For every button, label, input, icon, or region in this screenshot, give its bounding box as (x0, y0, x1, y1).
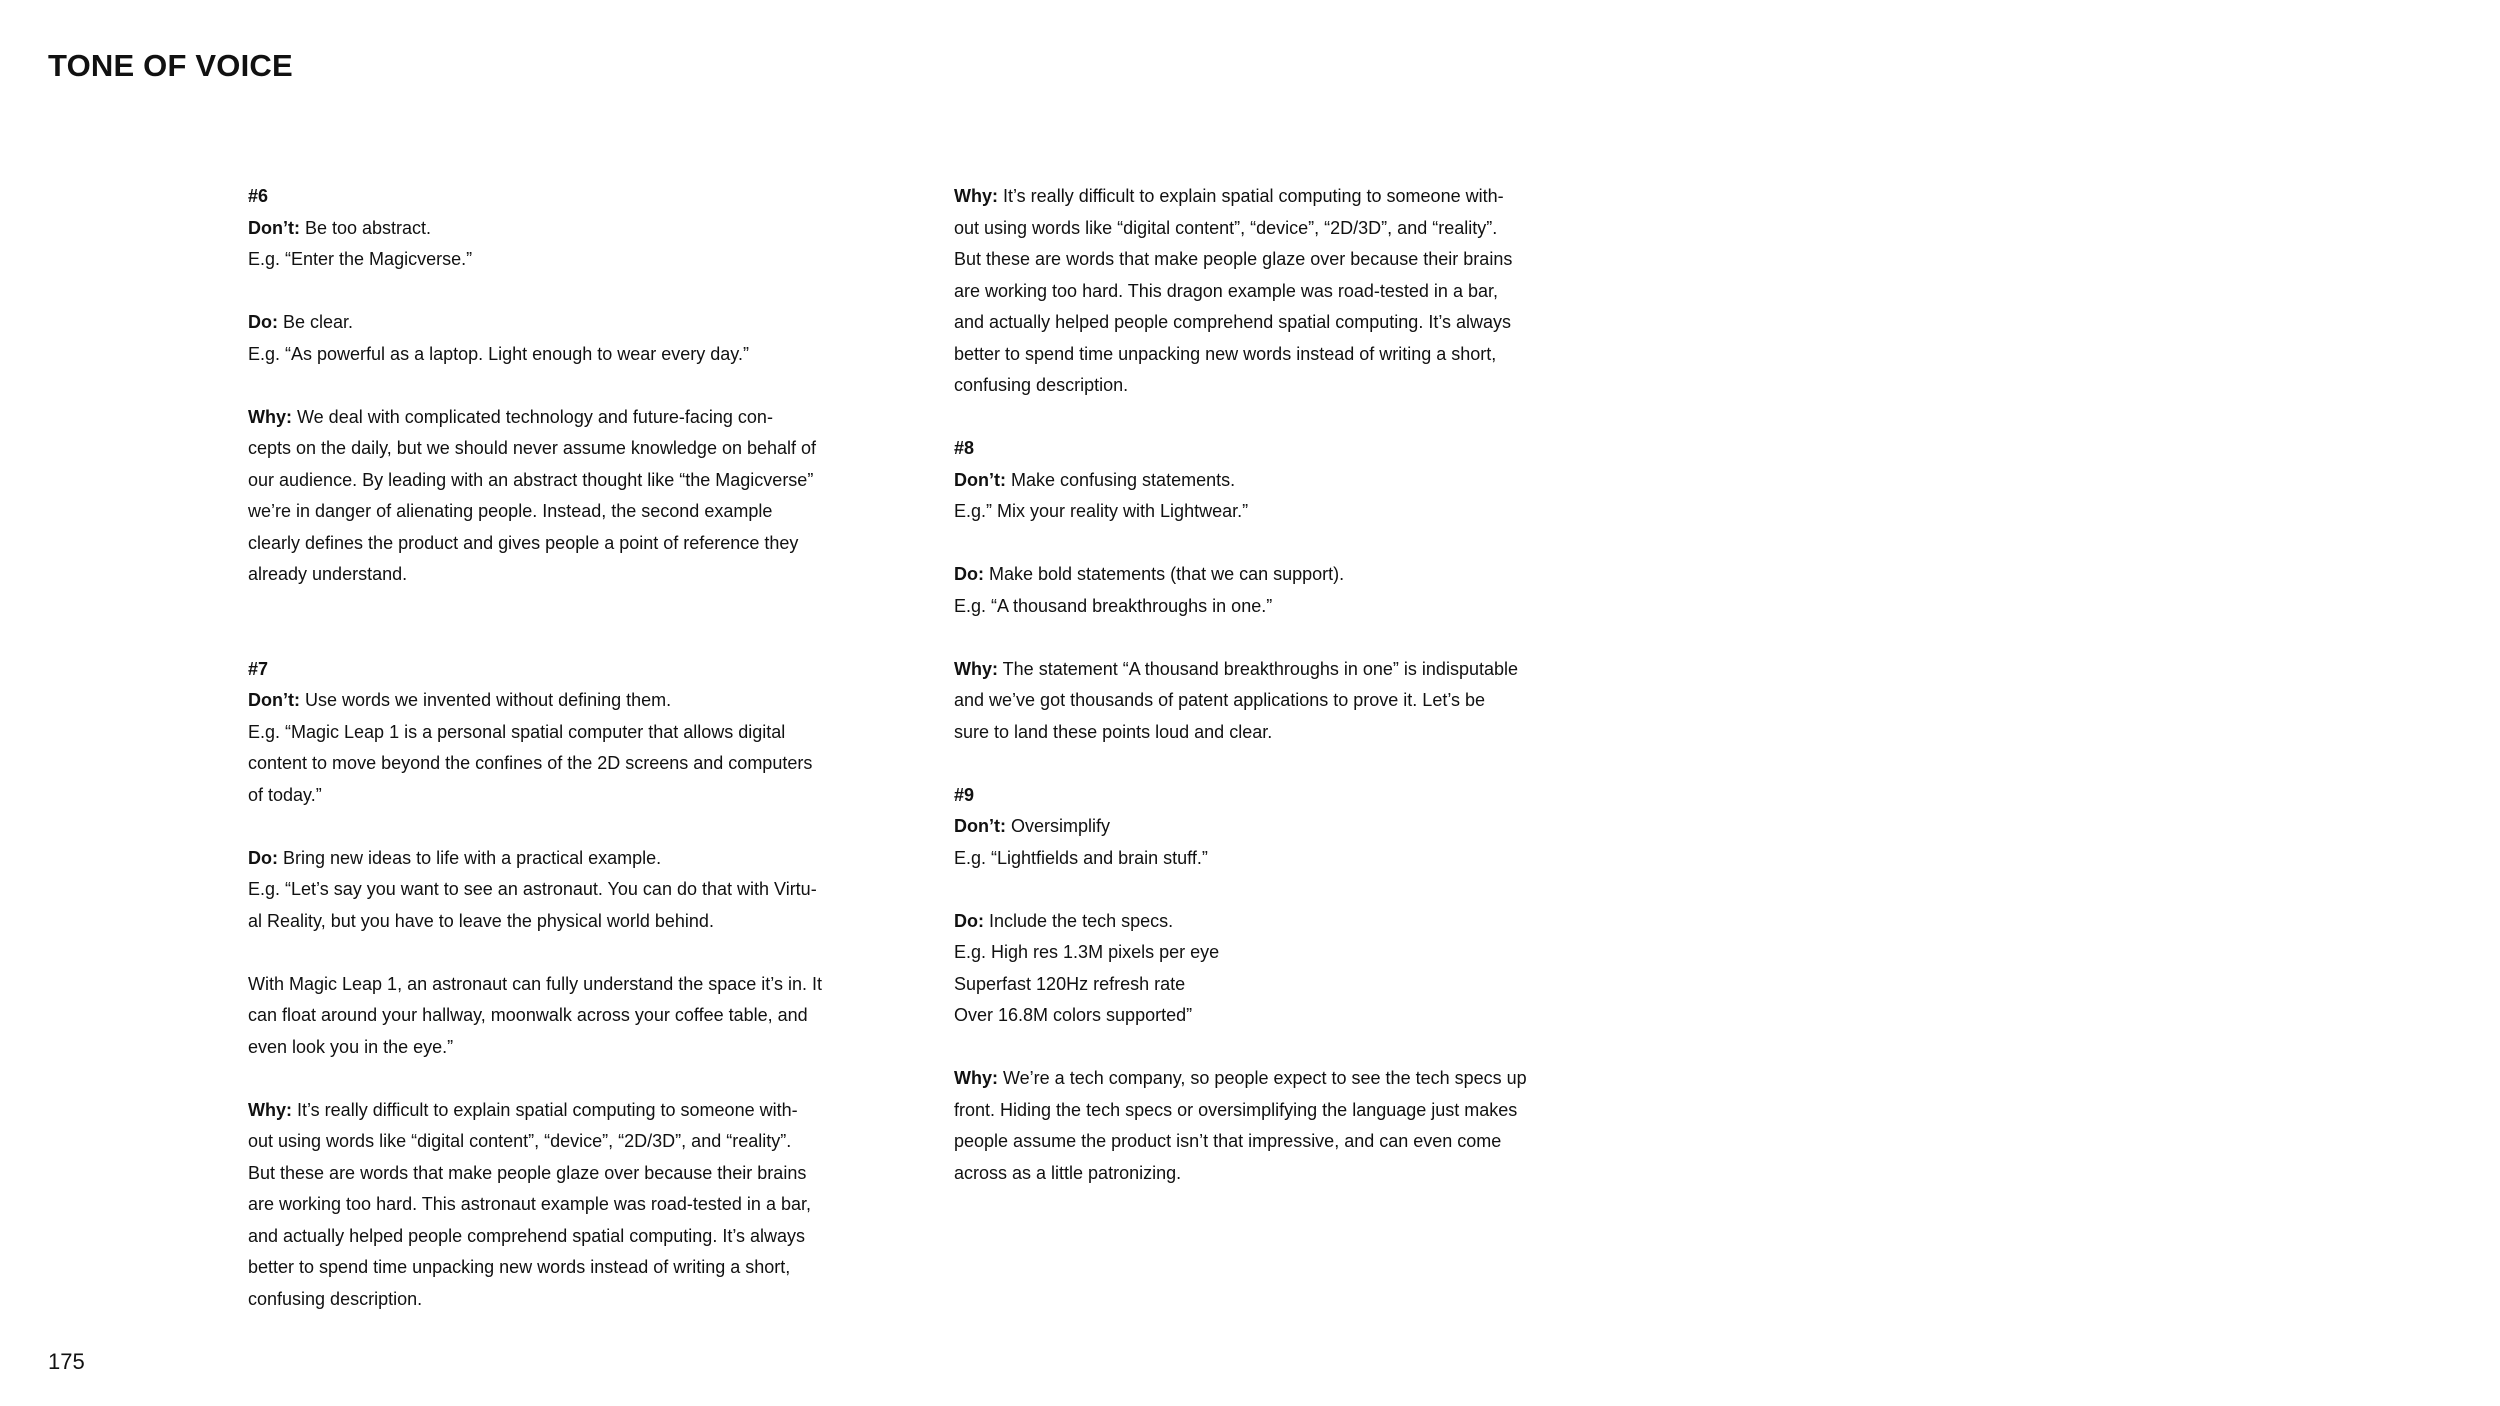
section-7-dont (248, 685, 878, 717)
do-label: Do: (954, 910, 984, 931)
section-7-why (248, 1095, 878, 1316)
do-label: Do: (954, 564, 984, 584)
why-label: Why: (954, 1068, 998, 1088)
section-7-do-example: E.g. “Let’s say you want to see an astronaut. You can do that with Virtu- al Reality, but you have to leave the physical world behind. (248, 879, 817, 931)
section-9-why-text: We’re a tech company, so people expect to see the tech specs up front. Hiding the tech specs or oversimplifying the language just makes people assume the product isn’t that impressive, and can even come across as a little patronizing. (954, 1068, 1527, 1183)
section-7-dont-text: Use words we invented without defining them. (299, 690, 672, 710)
section-7-cont-why (954, 181, 1584, 402)
section-6-why-text: We deal with complicated technology and future-facing con- cepts on the daily, but we should never assume knowledge on behalf of our audience. By leading with an abstract thought like “the Magicverse” we’re in danger of alienating people. Instead, the second example clearly defines the product and gives people a point of reference they already understand. (248, 406, 817, 584)
section-9-dont-example: E.g. “Lightfields and brain stuff.” (954, 847, 1208, 868)
section-6-dont-example: E.g. “Enter the Magicverse.” (248, 249, 473, 269)
section-7-do (248, 843, 878, 875)
left-column (248, 181, 878, 1315)
section-8-do-text: Make bold statements (that we can support). (984, 564, 1345, 584)
section-8-dont (954, 465, 1584, 497)
do-label: Do: (248, 847, 278, 868)
section-7-do-example-2: With Magic Leap 1, an astronaut can fully understand the space it’s in. It can float around your hallway, moonwalk across your coffee table, and even look you in the eye.” (248, 973, 822, 1057)
do-label: Do: (248, 312, 278, 332)
section-6-dont (248, 213, 878, 245)
why-label: Why: (248, 406, 292, 427)
section-9-do-text: Include the tech specs. (984, 910, 1174, 931)
dont-label: Don’t: (248, 217, 300, 238)
section-9-do-example: E.g. High res 1.3M pixels per eye Superfast 120Hz refresh rate Over 16.8M colors supported” (954, 942, 1220, 1025)
section-6-dont-text: Be too abstract. (299, 217, 432, 238)
section-6-do-text: Be clear. (278, 312, 354, 332)
why-label: Why: (248, 1099, 292, 1120)
section-6-why (248, 402, 878, 591)
section-8-dont-example: E.g.” Mix your reality with Lightwear.” (954, 501, 1249, 521)
section-9-dont (954, 811, 1584, 843)
section-7-dont-example: E.g. “Magic Leap 1 is a personal spatial computer that allows digital content to move beyond the confines of the 2D screens and computers of today.” (248, 721, 813, 805)
section-9-why (954, 1063, 1584, 1189)
section-8-do-example: E.g. “A thousand breakthroughs in one.” (954, 595, 1273, 616)
section-8-why-text: The statement “A thousand breakthroughs in one” is indisputable and we’ve got thousands of patent applications to prove it. Let’s be sure to land these points loud and clear. (954, 658, 1518, 742)
section-8-dont-text: Make confusing statements. (1005, 469, 1236, 490)
section-7-why-text: It’s really difficult to explain spatial computing to someone with- out using words like “digital content”, “device”, “2D/3D”, and “reality”. But these are words that make people glaze over because their brains are working too hard. This astronaut example was road-tested in a bar, and actually helped people comprehend spatial computing. It’s always better to spend time unpacking new words instead of writing a short, confusing description. (248, 1099, 811, 1309)
why-label: Why: (954, 658, 998, 679)
section-7-number: #7 (248, 658, 269, 679)
section-6-number: #6 (248, 186, 269, 206)
section-8-do (954, 559, 1584, 591)
section-9-do (954, 906, 1584, 938)
section-7-do-text: Bring new ideas to life with a practical example. (278, 847, 662, 868)
section-6-do (248, 307, 878, 339)
right-column (954, 181, 1584, 1189)
dont-label: Don’t: (248, 690, 300, 710)
why-label: Why: (954, 186, 998, 206)
dont-label: Don’t: (954, 469, 1006, 490)
section-8-why (954, 654, 1584, 749)
section-8-number: #8 (954, 438, 975, 458)
section-9-dont-text: Oversimplify (1005, 816, 1110, 836)
section-6-do-example: E.g. “As powerful as a laptop. Light enough to wear every day.” (248, 343, 749, 364)
page-number: 175 (48, 1349, 85, 1374)
page-title: TONE OF VOICE (48, 48, 293, 83)
dont-label: Don’t: (954, 816, 1006, 836)
section-9-number: #9 (954, 784, 975, 805)
section-7-cont-why-text: It’s really difficult to explain spatial computing to someone with- out using words like “digital content”, “device”, “2D/3D”, and “reality”. But these are words that make people glaze over because their brains are working too hard. This dragon example was road-tested in a bar, and actually helped people comprehend spatial computing. It’s always better to spend time unpacking new words instead of writing a short, confusing description. (954, 186, 1513, 395)
